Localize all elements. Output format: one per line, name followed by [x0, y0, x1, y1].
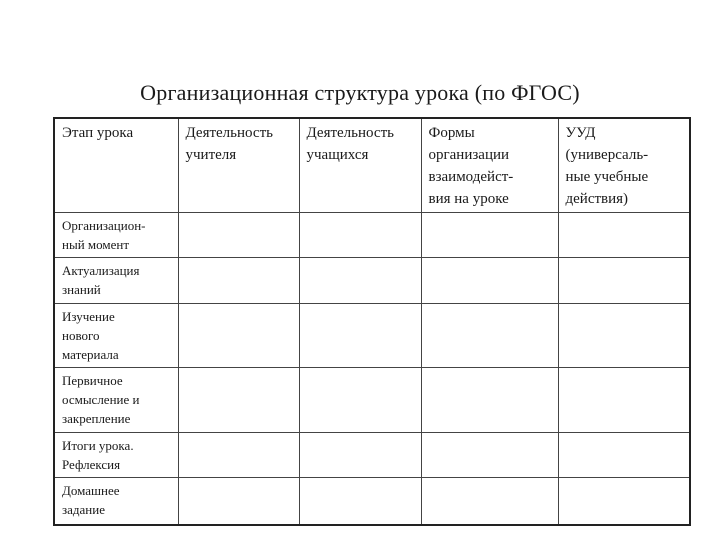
- table-cell: [299, 432, 421, 477]
- table-cell: [558, 212, 690, 257]
- stage-cell: Итоги урока. Рефлексия: [54, 432, 178, 477]
- table-cell: [421, 212, 558, 257]
- table-cell: [421, 477, 558, 525]
- header-stage: Этап урока: [54, 118, 178, 212]
- header-teacher-activity: Деятельность учителя: [178, 118, 299, 212]
- table-row: [54, 212, 690, 257]
- table-cell: [299, 477, 421, 525]
- header-uud: УУД (универсаль- ные учебные действия): [558, 118, 690, 212]
- table-cell: [421, 432, 558, 477]
- table-cell: [299, 367, 421, 432]
- table-row: [54, 477, 690, 525]
- stage-cell: Домашнее задание: [54, 477, 178, 525]
- stage-cell: Актуализация знаний: [54, 257, 178, 303]
- table-cell: [558, 303, 690, 367]
- table-row: [54, 303, 690, 367]
- table-row: [54, 367, 690, 432]
- table-cell: [421, 367, 558, 432]
- table-cell: [299, 212, 421, 257]
- table-cell: [421, 257, 558, 303]
- table-cell: [558, 477, 690, 525]
- lesson-structure-table: [53, 117, 691, 526]
- table-row: [54, 257, 690, 303]
- table-header-row: [54, 118, 690, 212]
- stage-cell: Изучение нового материала: [54, 303, 178, 367]
- table-cell: [558, 257, 690, 303]
- page-title: Организационная структура урока (по ФГОС): [140, 80, 580, 105]
- table-cell: [558, 432, 690, 477]
- table-cell: [178, 212, 299, 257]
- header-interaction-forms: Формы организации взаимодейст- вия на уроке: [421, 118, 558, 212]
- stage-cell: Организацион- ный момент: [54, 212, 178, 257]
- table-cell: [421, 303, 558, 367]
- table-cell: [299, 257, 421, 303]
- table-cell: [178, 303, 299, 367]
- stage-cell: Первичное осмысление и закрепление: [54, 367, 178, 432]
- table-cell: [299, 303, 421, 367]
- table-row: [54, 432, 690, 477]
- table-cell: [178, 477, 299, 525]
- table-cell: [178, 432, 299, 477]
- header-student-activity: Деятельность учащихся: [299, 118, 421, 212]
- table-cell: [558, 367, 690, 432]
- table-cell: [178, 367, 299, 432]
- table-cell: [178, 257, 299, 303]
